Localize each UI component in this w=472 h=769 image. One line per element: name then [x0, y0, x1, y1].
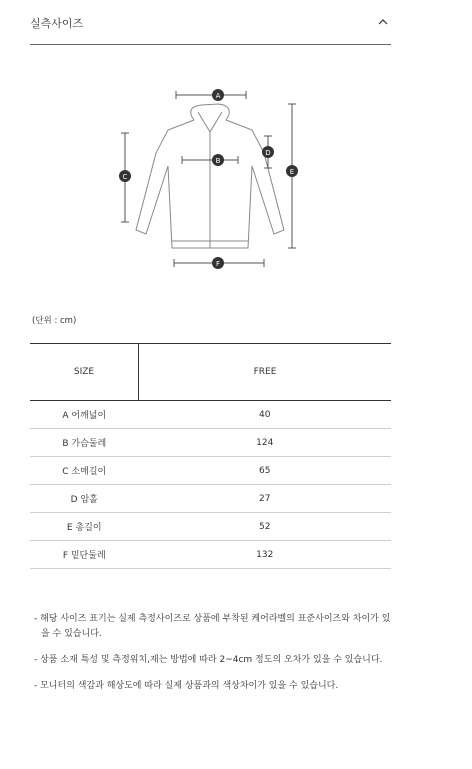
table-row — [30, 485, 391, 513]
svg-text:B: B — [215, 157, 221, 165]
row-label: E 총길이 — [30, 513, 139, 541]
diagram-label-e — [286, 165, 298, 177]
jacket-measurement-diagram — [110, 78, 310, 274]
diagram-label-d — [262, 146, 274, 158]
diagram-label-a — [212, 89, 224, 101]
note-item: - 해당 사이즈 표기는 실제 측정사이즈로 상품에 부착된 케어라벨의 표준사이즈와 차이가 있을 수 있습니다. — [34, 614, 391, 639]
row-value: 40 — [139, 401, 392, 429]
row-value: 27 — [139, 485, 392, 513]
note-item: - 상품 소재 특성 및 측정위치,재는 방법에 따라 2~4cm 정도의 오차가 있을 수 있습니다. — [34, 655, 383, 665]
svg-text:C: C — [122, 173, 128, 181]
table-header-row — [30, 344, 391, 401]
notes — [34, 612, 394, 705]
row-label: B 가슴둘레 — [30, 429, 139, 457]
diagram-label-f — [212, 257, 224, 269]
table-row — [30, 457, 391, 485]
diagram-label-b — [212, 154, 224, 166]
chevron-up-icon[interactable] — [377, 16, 389, 28]
note-item: - 모니터의 색감과 해상도에 따라 실제 상품과의 색상차이가 있을 수 있습니다. — [34, 681, 339, 691]
diagram-label-c — [119, 170, 131, 182]
row-value: 65 — [139, 457, 392, 485]
row-value: 124 — [139, 429, 392, 457]
table-row — [30, 513, 391, 541]
row-label: A 어깨넓이 — [30, 401, 139, 429]
section-title: 실측사이즈 — [30, 17, 84, 30]
unit-label: (단위 : cm) — [32, 316, 77, 326]
row-value: 52 — [139, 513, 392, 541]
header-free: FREE — [139, 344, 392, 401]
svg-text:A: A — [215, 92, 221, 100]
svg-text:F: F — [215, 260, 221, 268]
measure-a — [176, 91, 246, 99]
header-size: SIZE — [30, 344, 139, 401]
row-label: F 밑단둘레 — [30, 541, 139, 569]
table-row — [30, 401, 391, 429]
svg-text:E: E — [289, 168, 295, 176]
row-label: D 암홀 — [30, 485, 139, 513]
size-section-header[interactable] — [30, 0, 391, 45]
row-value: 132 — [139, 541, 392, 569]
jacket-outline — [136, 104, 284, 248]
size-table — [30, 343, 391, 569]
row-label: C 소매길이 — [30, 457, 139, 485]
table-row — [30, 541, 391, 569]
svg-text:D: D — [265, 149, 271, 157]
table-row — [30, 429, 391, 457]
